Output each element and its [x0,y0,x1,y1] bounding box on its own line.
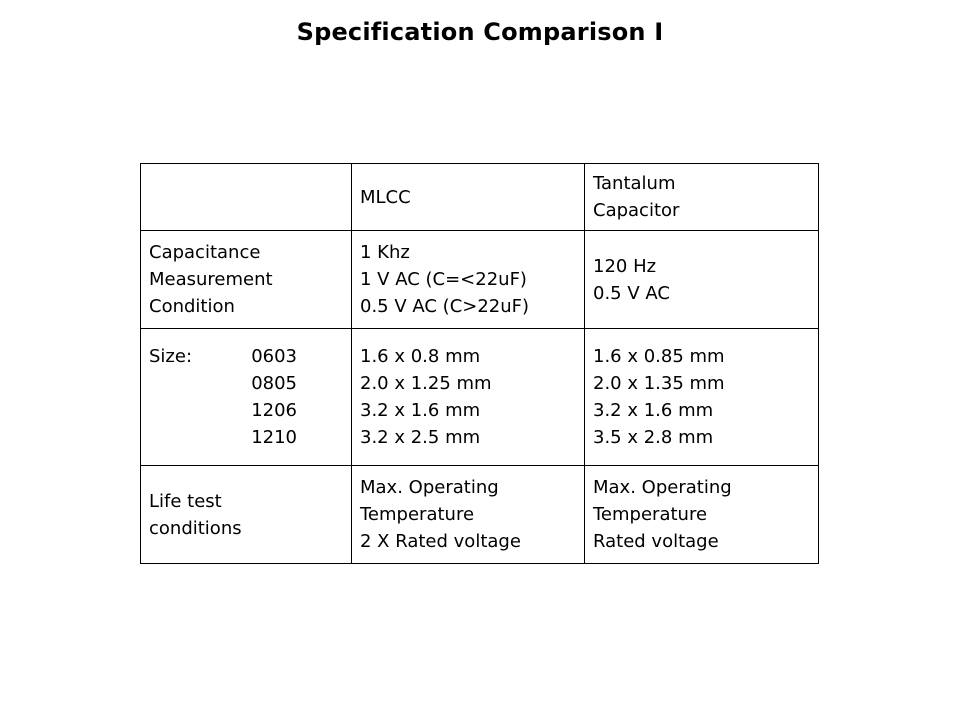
header-tantalum-line: Tantalum [593,173,676,194]
tantalum-value-line: 3.5 x 2.8 mm [593,427,714,448]
row-label-line: conditions [149,517,242,539]
header-tantalum-line: Capacitor [593,200,680,221]
size-prefix-label: Size: [149,346,193,367]
header-cell-mlcc [352,164,585,231]
row-label-line: Capacitance [149,242,261,263]
table-row-life-test [141,466,819,564]
size-label-grid [149,343,351,451]
row-label-cell [141,329,352,466]
header-cell-empty [141,164,352,231]
tantalum-value-line: 1.6 x 0.85 mm [593,346,725,367]
table-row-size [141,329,819,466]
tantalum-value-line: 2.0 x 1.35 mm [593,373,725,394]
tantalum-value-line: Rated voltage [593,531,719,552]
tantalum-value-line: 0.5 V AC [593,282,670,304]
table-row-capacitance [141,231,819,329]
size-code: 0603 [251,346,297,367]
row-label-cell [141,231,352,329]
mlcc-value-line: Max. Operating [360,477,499,498]
tantalum-cell [585,329,819,466]
header-cell-tantalum [585,164,819,231]
mlcc-value-line: 1 V AC (C=<22uF) [360,269,527,290]
size-code: 1206 [251,400,297,421]
mlcc-cell [352,329,585,466]
row-label-line: Life test [149,490,222,512]
spec-comparison-table [140,163,819,564]
tantalum-value-line: 120 Hz [593,255,657,277]
row-label-cell [141,466,352,564]
slide-title: Specification Comparison I [296,18,664,46]
mlcc-value-line: 3.2 x 2.5 mm [360,427,481,448]
mlcc-value-line: Temperature [360,504,475,525]
mlcc-value-line: 2.0 x 1.25 mm [360,373,492,394]
tantalum-value-line: Max. Operating [593,477,732,498]
mlcc-value-line: 0.5 V AC (C>22uF) [360,296,530,317]
row-label-line: Condition [149,296,235,317]
mlcc-value-line: 1 Khz [360,242,410,263]
mlcc-cell [352,231,585,329]
header-mlcc-label: MLCC [360,186,411,208]
tantalum-value-line: 3.2 x 1.6 mm [593,400,714,421]
tantalum-cell [585,231,819,329]
size-code: 0805 [251,373,297,394]
tantalum-cell [585,466,819,564]
table-header-row [141,164,819,231]
mlcc-value-line: 1.6 x 0.8 mm [360,346,481,367]
size-code: 1210 [251,427,297,448]
row-label-line: Measurement [149,269,273,290]
mlcc-cell [352,466,585,564]
tantalum-value-line: Temperature [593,504,708,525]
mlcc-value-line: 2 X Rated voltage [360,531,521,552]
mlcc-value-line: 3.2 x 1.6 mm [360,400,481,421]
